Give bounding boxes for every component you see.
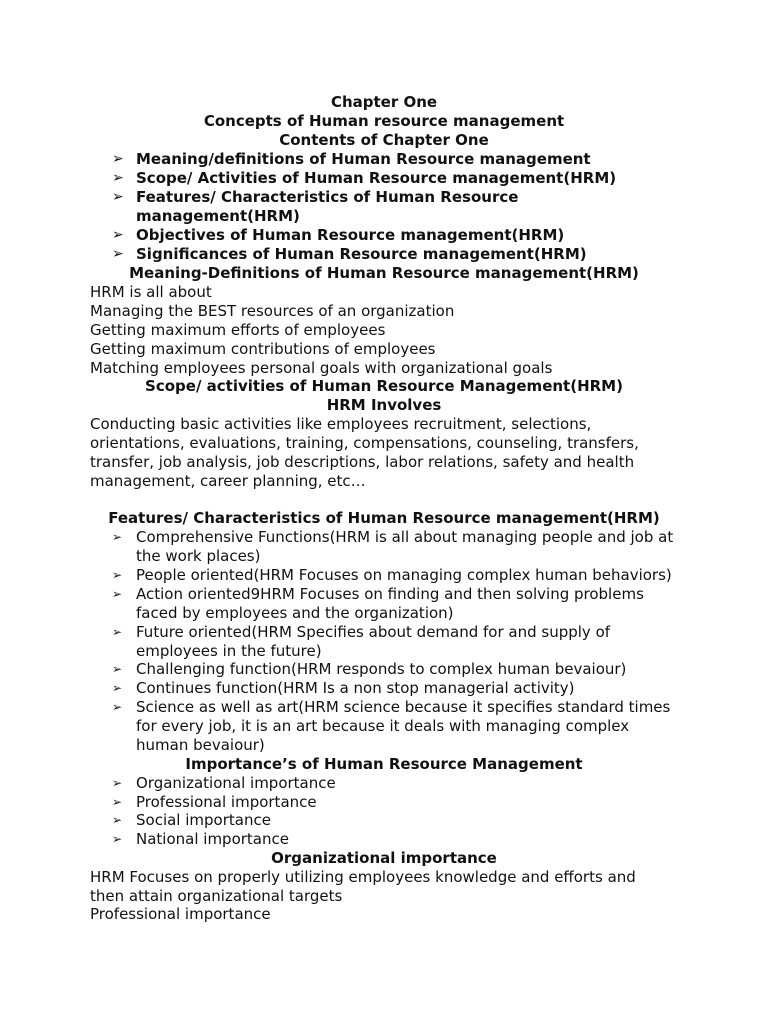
list-bullet-icon: ➢ (112, 587, 123, 601)
chapter-subtitle: Concepts of Human resource management (203, 112, 565, 130)
body-line: Managing the BEST resources of an organization (90, 302, 455, 320)
list-bullet-icon: ➢ (112, 530, 123, 544)
list-bullet-icon: ➢ (112, 813, 123, 827)
list-item-continuation: the work places) (136, 547, 261, 565)
contents-heading: Contents of Chapter One (279, 131, 489, 149)
list-item: People oriented(HRM Focuses on managing complex human behaviors) (136, 566, 672, 584)
list-item: Professional importance (136, 793, 317, 811)
list-bullet-icon: ➢ (112, 625, 123, 639)
toc-item: Features/ Characteristics of Human Resource (136, 188, 519, 206)
body-line: Professional importance (90, 905, 271, 923)
list-item-continuation: faced by employees and the organization) (136, 604, 454, 622)
list-item: Future oriented(HRM Specifies about demand for and supply of (136, 623, 611, 641)
section-title: Organizational importance (271, 849, 497, 867)
list-item: Organizational importance (136, 774, 336, 792)
list-item-continuation: for every job, it is an art because it deals with managing complex (136, 717, 630, 735)
chapter-title: Chapter One (330, 93, 438, 111)
section-title: Scope/ activities of Human Resource Management(HRM) (145, 377, 623, 395)
list-bullet-icon: ➢ (112, 568, 123, 582)
list-bullet-icon: ➢ (112, 700, 123, 714)
list-bullet-icon: ➢ (112, 662, 123, 676)
list-bullet-icon: ➢ (112, 832, 123, 846)
section-title: Features/ Characteristics of Human Resource management(HRM) (108, 509, 660, 527)
list-item-continuation: employees in the future) (136, 642, 322, 660)
toc-item: Objectives of Human Resource management(HRM) (136, 226, 565, 244)
list-item: Social importance (136, 811, 271, 829)
toc-bullet-icon: ➢ (112, 189, 124, 205)
body-line: Matching employees personal goals with organizational goals (90, 359, 553, 377)
list-item: Comprehensive Functions(HRM is all about managing people and job at (136, 528, 674, 546)
list-item-continuation: human bevaiour) (136, 736, 265, 754)
body-line: HRM Focuses on properly utilizing employees knowledge and efforts and (90, 868, 636, 886)
toc-bullet-icon: ➢ (112, 227, 124, 243)
toc-bullet-icon: ➢ (112, 170, 124, 186)
body-line: Conducting basic activities like employees recruitment, selections, (90, 415, 592, 433)
list-item: Continues function(HRM Is a non stop managerial activity) (136, 679, 575, 697)
toc-item: Significances of Human Resource management(HRM) (136, 245, 587, 263)
body-line: orientations, evaluations, training, compensations, counseling, transfers, (90, 434, 639, 452)
list-item: Science as well as art(HRM science because it specifies standard times (136, 698, 671, 716)
list-item: National importance (136, 830, 289, 848)
body-line: Getting maximum efforts of employees (90, 321, 386, 339)
section-title: Meaning-Definitions of Human Resource management(HRM) (129, 264, 639, 282)
list-bullet-icon: ➢ (112, 795, 123, 809)
section-subtitle: HRM Involves (326, 396, 442, 414)
body-line: Getting maximum contributions of employees (90, 340, 436, 358)
body-line: management, career planning, etc… (90, 472, 366, 490)
toc-item: Scope/ Activities of Human Resource management(HRM) (136, 169, 617, 187)
list-item: Challenging function(HRM responds to complex human bevaiour) (136, 660, 627, 678)
list-bullet-icon: ➢ (112, 776, 123, 790)
list-item: Action oriented9HRM Focuses on finding and then solving problems (136, 585, 644, 603)
body-line: then attain organizational targets (90, 887, 343, 905)
body-line: HRM is all about (90, 283, 212, 301)
toc-item: Meaning/definitions of Human Resource management (136, 150, 591, 168)
list-bullet-icon: ➢ (112, 681, 123, 695)
body-line: transfer, job analysis, job descriptions, labor relations, safety and health (90, 453, 635, 471)
toc-item-continuation: management(HRM) (136, 207, 300, 225)
section-title: Importance’s of Human Resource Management (185, 755, 583, 773)
toc-bullet-icon: ➢ (112, 246, 124, 262)
toc-bullet-icon: ➢ (112, 151, 124, 167)
